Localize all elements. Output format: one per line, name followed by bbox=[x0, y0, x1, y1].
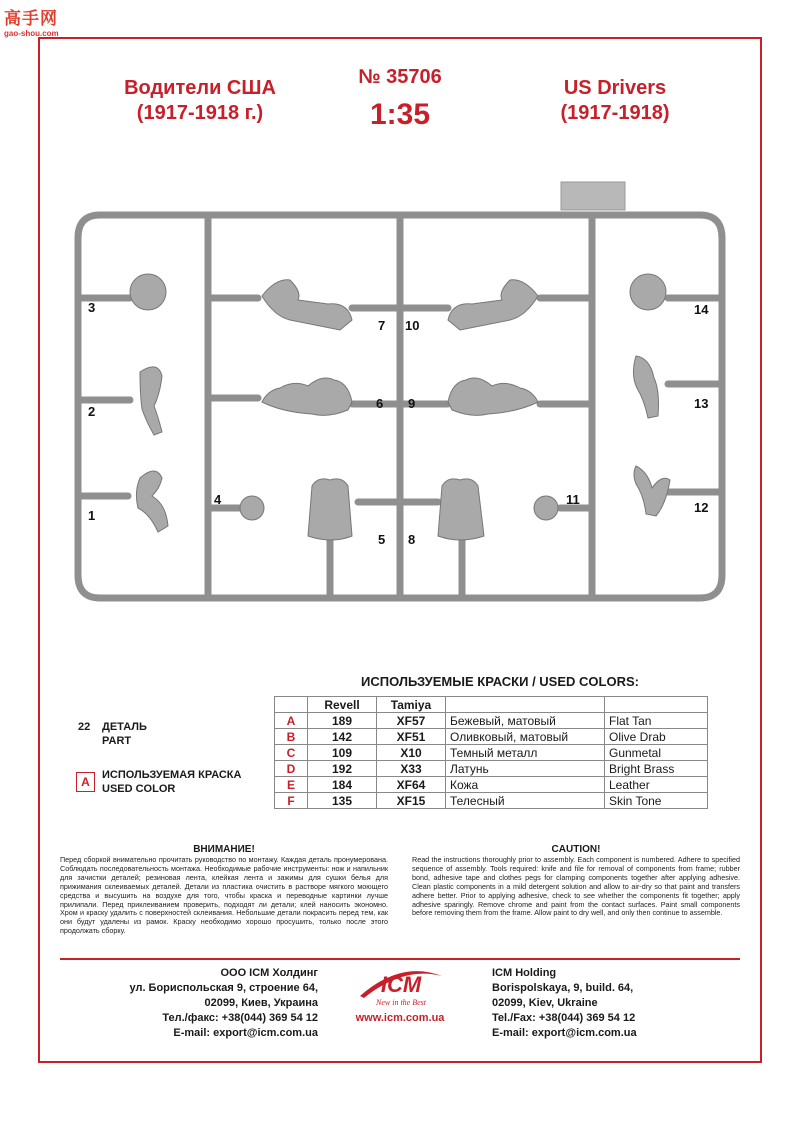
divider bbox=[60, 958, 740, 960]
address-ru: ООО ICM Холдинг ул. Бориспольская 9, строение 64, 02099, Киев, Украина Тел./факс: +38(044) 369 54 12 E-mail: export@icm.com.ua bbox=[129, 967, 318, 1039]
label-part-9: 9 bbox=[408, 396, 416, 411]
logo-slogan: New in the Best bbox=[376, 998, 426, 1007]
table-row: D 192 X33 Латунь Bright Brass bbox=[275, 761, 708, 777]
watermark-text: 高手网 bbox=[4, 9, 58, 28]
legend-color-label bbox=[102, 768, 241, 796]
warning-ru-text: Перед сборкой внимательно прочитать руководство по монтажу. Каждая деталь пронумерована. Соблюдать последовательность монтажа. Необходимые рабочие инструменты: нож и напильник для зачистки деталей; резиновая лента, клейкая лента и зажимы для сушки белья для прижимания склеиваемых деталей. Детали из пластика очистить в растворе мягкого моющего средства и высушить на воздухе для того, чтобы краска и переводные картинки лучше прилипали. Перед приклеиванием проверить, подходят ли детали; клей наносить экономно. Хром и краску удалить с поверхностей склеивания. Небольшие детали покрасить перед тем, как они будут удалены из рамок. Краску необходимо хорошо просушить, только после этого продолжать сборку. bbox=[60, 855, 388, 936]
label-part-10: 10 bbox=[405, 318, 420, 333]
legend-part-en: PART bbox=[102, 735, 132, 747]
watermark-url: gao-shou.com bbox=[4, 29, 59, 38]
table-row: E 184 XF64 Кожа Leather bbox=[275, 777, 708, 793]
part-14-head bbox=[630, 274, 666, 310]
label-part-8: 8 bbox=[408, 532, 416, 547]
part-3-head bbox=[130, 274, 166, 310]
label-part-13: 13 bbox=[694, 396, 709, 411]
title-ru-line1: Водители США bbox=[124, 77, 276, 99]
label-part-7: 7 bbox=[378, 318, 386, 333]
header-ru bbox=[446, 697, 605, 713]
table-row: A 189 XF57 Бежевый, матовый Flat Tan bbox=[275, 713, 708, 729]
legend-part-ru: ДЕТАЛЬ bbox=[102, 721, 147, 733]
part-11-head bbox=[534, 496, 558, 520]
legend-part-number: 22 bbox=[78, 721, 91, 733]
label-part-14: 14 bbox=[694, 302, 709, 317]
colors-header-row bbox=[275, 697, 708, 713]
website[interactable]: www.icm.com.ua bbox=[355, 1012, 445, 1024]
part-10-leg bbox=[448, 280, 538, 330]
header-tamiya: Tamiya bbox=[377, 697, 446, 713]
part-12-arm bbox=[634, 466, 670, 516]
scale: 1:35 bbox=[369, 98, 431, 131]
table-row: B 142 XF51 Оливковый, матовый Olive Drab bbox=[275, 729, 708, 745]
title-en-line2: (1917-1918) bbox=[560, 102, 670, 124]
part-9-leg bbox=[448, 378, 538, 415]
header-revell: Revell bbox=[308, 697, 377, 713]
legend-color-ru: ИСПОЛЬЗУЕМАЯ КРАСКА bbox=[102, 769, 242, 781]
sprue-tab bbox=[561, 182, 625, 210]
address-en: ICM Holding Borispolskaya, 9, build. 64, 02099, Kiev, Ukraine Tel./Fax: +38(044) 369 54 12 E-mail: export@icm.com.ua bbox=[492, 967, 637, 1039]
warning-en-title: CAUTION! bbox=[551, 844, 601, 855]
part-8-torso bbox=[438, 479, 484, 540]
title-ru-line2: (1917-1918 г.) bbox=[136, 102, 264, 124]
label-part-11: 11 bbox=[566, 492, 580, 507]
title-en-line1: US Drivers bbox=[563, 77, 667, 99]
table-row: F 135 XF15 Телесный Skin Tone bbox=[275, 793, 708, 809]
label-part-2: 2 bbox=[88, 404, 96, 419]
label-part-12: 12 bbox=[694, 500, 709, 515]
part-1-arm bbox=[136, 471, 168, 532]
part-13-arm bbox=[633, 356, 658, 418]
table-row: C 109 X10 Темный металл Gunmetal bbox=[275, 745, 708, 761]
logo-text: ICM bbox=[380, 972, 422, 997]
legend-color-en: USED COLOR bbox=[102, 783, 176, 795]
label-part-3: 3 bbox=[88, 300, 96, 315]
warning-ru-title: ВНИМАНИЕ! bbox=[193, 844, 255, 855]
label-part-1: 1 bbox=[88, 508, 96, 523]
part-6-leg bbox=[262, 378, 352, 415]
part-4-head bbox=[240, 496, 264, 520]
header-letter bbox=[275, 697, 308, 713]
icm-logo-graphic bbox=[356, 966, 446, 1008]
part-7-leg bbox=[262, 280, 352, 330]
label-part-6: 6 bbox=[376, 396, 384, 411]
part-5-torso bbox=[308, 479, 352, 540]
header-en bbox=[605, 697, 708, 713]
label-part-4: 4 bbox=[214, 492, 222, 507]
warning-en-text: Read the instructions thoroughly prior to assembly. Each component is numbered. Adhere to specified sequence of assembly. Tools required: knife and file for removal of components from frame; rubber bond, adhesive tape and clothes pegs for clamping components together after applying adhesive. Clean plastic components in a mild detergent solution and allow to air-dry so that paint and transfers adhere better. Prior to applying adhesive, check to see whether the components fit together; apply adhesive sparingly. Remove chrome and paint from the contact surfaces. Paint small components before removing them from the frame. Allow paint to dry well, and only then continue to assemble. bbox=[412, 855, 740, 918]
colors-heading: ИСПОЛЬЗУЕМЫЕ КРАСКИ / USED COLORS: bbox=[361, 674, 639, 689]
legend-part-label bbox=[102, 720, 147, 748]
legend-color-letter: A bbox=[76, 772, 95, 792]
icm-logo bbox=[356, 966, 446, 1008]
colors-table bbox=[274, 696, 708, 809]
catalog-number: № 35706 bbox=[358, 66, 442, 88]
part-2-arm bbox=[140, 367, 162, 435]
label-part-5: 5 bbox=[378, 532, 386, 547]
